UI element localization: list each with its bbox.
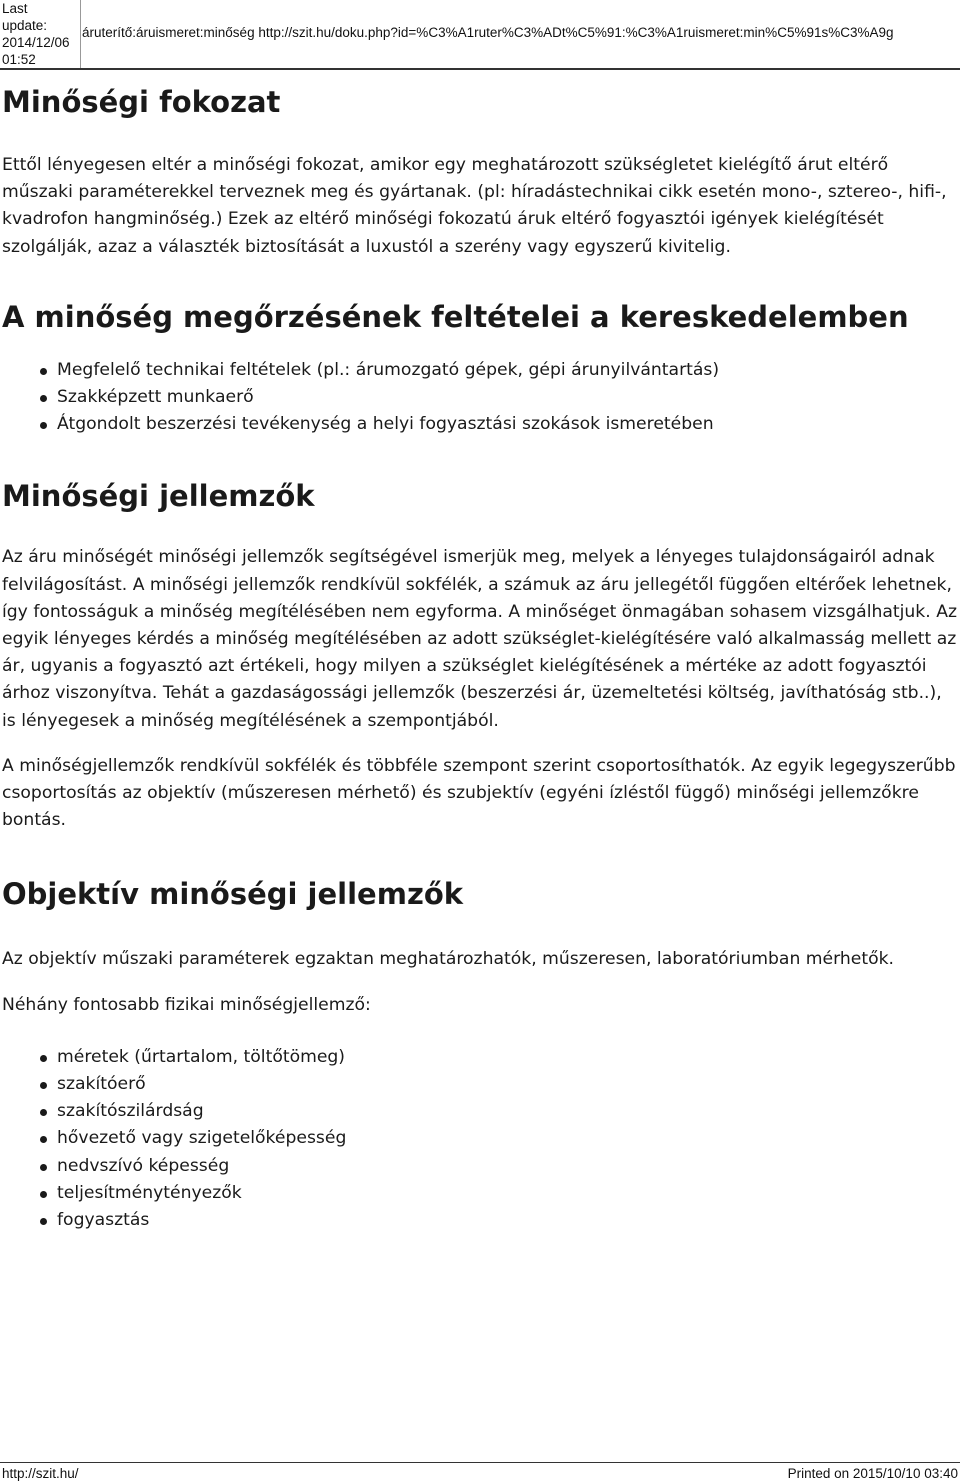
section-title-minosegi-fokozat: Minőségi fokozat bbox=[2, 85, 281, 119]
list-megorzes bbox=[2, 357, 958, 439]
page-footer bbox=[0, 1462, 960, 1483]
paragraph-objektiv-2: Néhány fontosabb fizikai minőségjellemző: bbox=[2, 994, 371, 1015]
section-title-megorzes: A minőség megőrzésének feltételei a kereskedelemben bbox=[2, 299, 909, 334]
page-path: áruterítő:áruismeret:minőség http://szit.hu/doku.php?id=%C3%A1ruter%C3%ADt%C5%91:%C3%A1ruismeret:min%C5%91s%C3%A9g bbox=[82, 25, 894, 40]
paragraph-jellemzok-2: A minőségjellemzők rendkívül sokfélék és többféle szempont szerint csoportosíthatók. Az egyik legegyszerűbb csoportosítás az objektív (műszeresen mérhető) és szubjektív (egyéni ízléstől függő) minőségi jellemzőkre bontás. bbox=[2, 755, 956, 831]
section-title-objektiv: Objektív minőségi jellemzők bbox=[2, 877, 464, 912]
list-item: szakítóerő bbox=[57, 1071, 958, 1098]
list-item: nedvszívó képesség bbox=[57, 1153, 958, 1180]
section-title-jellemzok: Minőségi jellemzők bbox=[2, 479, 315, 514]
page-header bbox=[0, 0, 960, 70]
footer-url: http://szit.hu/ bbox=[2, 1466, 79, 1481]
meta-line-4: 01:52 bbox=[2, 52, 36, 67]
header-divider bbox=[80, 0, 81, 68]
list-item: Szakképzett munkaerő bbox=[57, 384, 958, 411]
meta-line-2: update: bbox=[2, 18, 48, 33]
last-update-meta bbox=[2, 0, 82, 68]
meta-line-1: Last bbox=[2, 1, 28, 16]
list-item: Megfelelő technikai feltételek (pl.: árumozgató gépek, gépi árunyilvántartás) bbox=[57, 357, 958, 384]
paragraph-objektiv-1: Az objektív műszaki paraméterek egzaktan meghatározhatók, műszeresen, laboratóriumban mérhetők. bbox=[2, 949, 895, 970]
list-item: méretek (űrtartalom, töltőtömeg) bbox=[57, 1044, 958, 1071]
list-item: szakítószilárdság bbox=[57, 1098, 958, 1125]
paragraph-jellemzok-1: Az áru minőségét minőségi jellemzők segítségével ismerjük meg, melyek a lényeges tulajdonságairól adnak felvilágosítást. A minőségi jellemzők rendkívül sokfélék, a számuk az áru jellegétől függően eltérőek lehetnek, így fontosságuk a minőség megítélésében nem egyforma. A minőséget önmagában sohasem vizsgálhatjuk. Az egyik lényeges kérdés a minőség megítélésében az adott szükséglet-kielégítésére való alkalmasság mellett az ár, ugyanis a fogyasztó azt értékeli, hogy milyen a szükséglet kielégítésének a mértéke az adott fogyasztói árhoz viszonyítva. Tehát a gazdaságossági jellemzők (beszerzési ár, üzemeltetési költség, javíthatóság stb..), is lényegesek a minőség megítélésének a szempontjából. bbox=[2, 547, 957, 731]
list-item: fogyasztás bbox=[57, 1207, 958, 1234]
list-objektiv bbox=[2, 1044, 958, 1234]
page-content bbox=[0, 70, 960, 1234]
list-item: hővezető vagy szigetelőképesség bbox=[57, 1125, 958, 1152]
list-item: Átgondolt beszerzési tevékenység a helyi fogyasztási szokások ismeretében bbox=[57, 411, 958, 438]
meta-line-3: 2014/12/06 bbox=[2, 35, 70, 50]
footer-printed-on: Printed on 2015/10/10 03:40 bbox=[787, 1466, 958, 1481]
paragraph-minosegi-fokozat: Ettől lényegesen eltér a minőségi fokozat, amikor egy meghatározott szükségletet kielégítő árut eltérő műszaki paraméterekkel terveznek meg és gyártanak. (pl: híradástechnikai cikk esetén mono-, sztereo-, hifi-, kvadrofon hangminőség.) Ezek az eltérő minőségi fokozatú áruk eltérő fogyasztói igények kielégítését szolgálják, azaz a választék biztosítását a luxustól a szerény vagy egyszerű kivitelig. bbox=[2, 155, 947, 257]
list-item: teljesítménytényezők bbox=[57, 1180, 958, 1207]
